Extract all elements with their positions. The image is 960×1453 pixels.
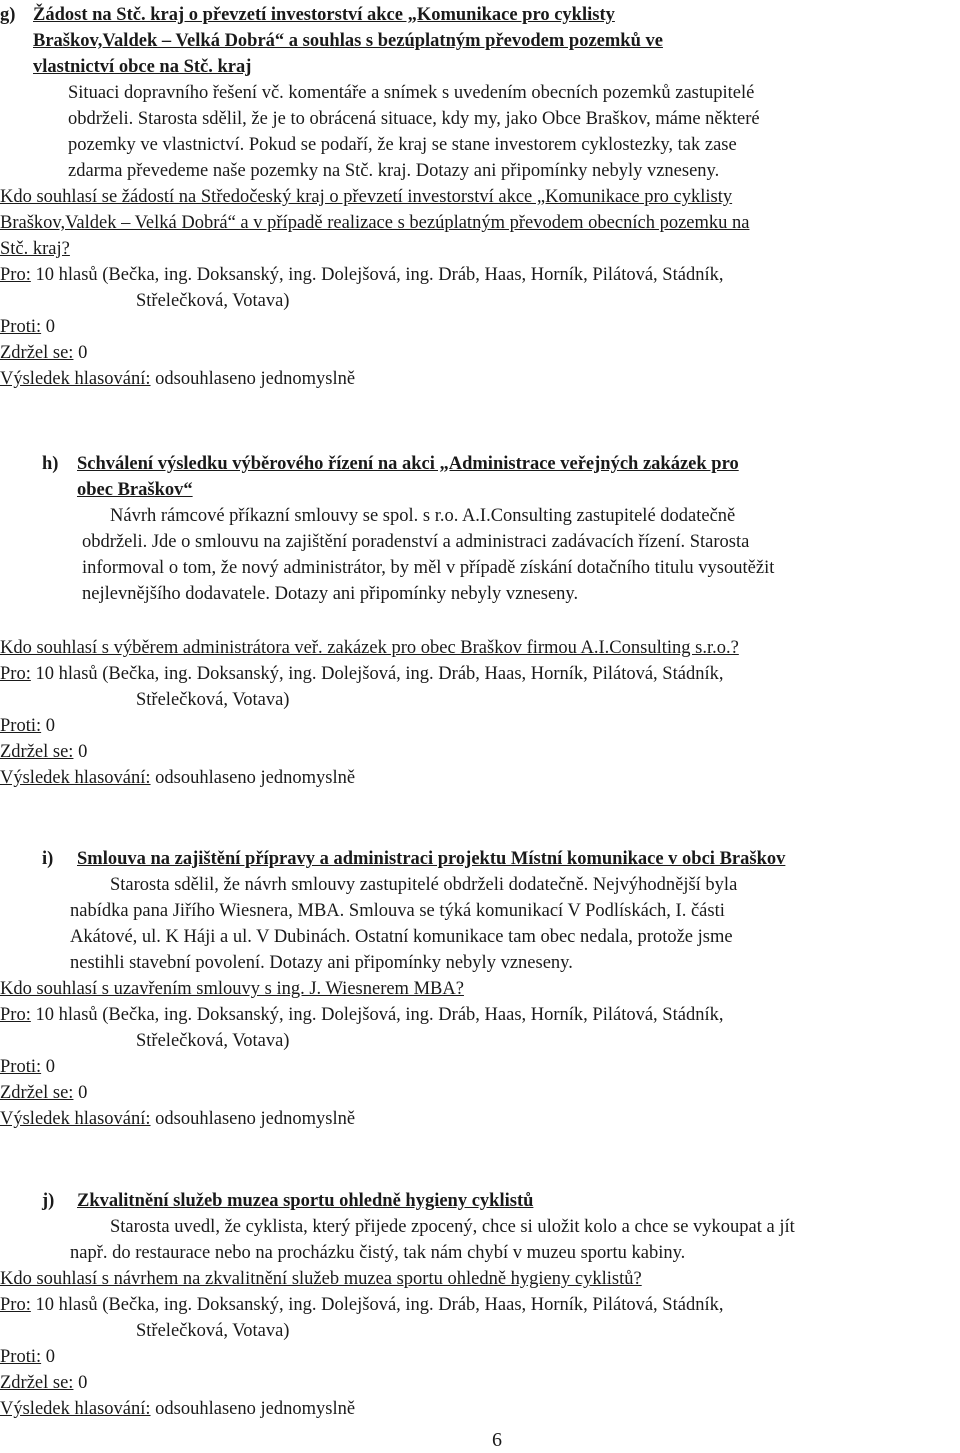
paragraph-line: Akátové, ul. K Háji a ul. V Dubinách. Ostatní komunikace tam obec nedala, protože jsme	[70, 927, 733, 947]
zdrzel-label: Zdržel se:	[0, 343, 74, 363]
result-label: Výsledek hlasování:	[0, 369, 151, 389]
vote-question: Kdo souhlasí s výběrem administrátora veř. zakázek pro obec Braškov firmou A.I.Consulting s.r.o.?	[0, 638, 739, 658]
section-j	[0, 1188, 958, 1422]
vote-question: Kdo souhlasí s uzavřením smlouvy s ing. J. Wiesnerem MBA?	[0, 979, 464, 999]
section-letter: i)	[42, 849, 54, 869]
section-title: Žádost na Stč. kraj o převzetí investorství akce „Komunikace pro cyklisty	[33, 5, 615, 25]
section-j-heading	[0, 1188, 958, 1214]
pro-value: 10 hlasů (Bečka, ing. Doksanský, ing. Dolejšová, ing. Dráb, Haas, Horník, Pilátová, Stádník,	[30, 1295, 724, 1315]
paragraph-line: pozemky ve vlastnictví. Pokud se podaří, že kraj se stane investorem cyklostezky, tak zase	[68, 135, 737, 155]
section-i-heading	[0, 846, 958, 872]
section-i	[0, 846, 958, 1132]
pro-value: 10 hlasů (Bečka, ing. Doksanský, ing. Dolejšová, ing. Dráb, Haas, Horník, Pilátová, Stádník,	[30, 265, 724, 285]
section-g-heading	[0, 2, 958, 28]
section-g-heading-cont2	[0, 54, 958, 80]
section-title: Smlouva na zajištění přípravy a administraci projektu Místní komunikace v obci Braškov	[77, 849, 786, 869]
section-letter: h)	[42, 454, 59, 474]
paragraph-line: obdrželi. Jde o smlouvu na zajištění poradenství a administraci zadávacích řízení. Starosta	[82, 532, 750, 552]
pro-value: 10 hlasů (Bečka, ing. Doksanský, ing. Dolejšová, ing. Dráb, Haas, Horník, Pilátová, Stádník,	[30, 1005, 724, 1025]
proti-label: Proti:	[0, 1057, 42, 1077]
paragraph-line: např. do restaurace nebo na procházku čistý, tak nám chybí v muzeu sportu kabiny.	[70, 1243, 686, 1263]
paragraph-line: Situaci dopravního řešení vč. komentáře a snímek s uvedením obecních pozemků zastupitelé	[68, 83, 755, 103]
proti-label: Proti:	[0, 716, 42, 736]
section-h-heading	[0, 451, 958, 477]
section-g-heading-cont	[0, 28, 958, 54]
section-title-line2: Braškov,Valdek – Velká Dobrá“ a souhlas s bezúplatným převodem pozemků ve	[33, 31, 663, 51]
proti-label: Proti:	[0, 1347, 42, 1367]
zdrzel-label: Zdržel se:	[0, 742, 74, 762]
vote-result	[0, 1396, 958, 1422]
paragraph-line: Starosta uvedl, že cyklista, který přijede zpocený, chce si uložit kolo a chce se vykoupat a jít	[110, 1217, 795, 1237]
pro-label: Pro:	[0, 1005, 31, 1025]
paragraph-line: zdarma převedeme naše pozemky na Stč. kraj. Dotazy ani připomínky nebyly vzneseny.	[68, 161, 720, 181]
vote-pro	[0, 661, 958, 687]
vote-proti	[0, 713, 958, 739]
result-value: odsouhlaseno jednomyslně	[150, 369, 356, 389]
result-label: Výsledek hlasování:	[0, 1399, 151, 1419]
vote-question: Kdo souhlasí s návrhem na zkvalitnění služeb muzea sportu ohledně hygieny cyklistů?	[0, 1269, 642, 1289]
vote-question: Kdo souhlasí se žádostí na Středočeský kraj o převzetí investorství akce „Komunikace pro cyklisty	[0, 187, 733, 207]
vote-question-line3: Stč. kraj?	[0, 239, 70, 259]
paragraph-line: nejlevnějšího dodavatele. Dotazy ani připomínky nebyly vzneseny.	[82, 584, 579, 604]
result-label: Výsledek hlasování:	[0, 1109, 151, 1129]
result-label: Výsledek hlasování:	[0, 768, 151, 788]
zdrzel-value: 0	[73, 742, 88, 762]
pro-label: Pro:	[0, 1295, 31, 1315]
section-h	[0, 451, 958, 791]
vote-result	[0, 1106, 958, 1132]
vote-pro	[0, 262, 958, 288]
zdrzel-value: 0	[73, 343, 88, 363]
section-h-heading-cont	[0, 477, 958, 503]
paragraph-line: obdrželi. Starosta sdělil, že je to obrácená situace, kdy my, jako Obce Braškov, máme některé	[68, 109, 760, 129]
section-title-line3: vlastnictví obce na Stč. kraj	[33, 57, 252, 77]
pro-value-cont: Střelečková, Votava)	[136, 1031, 290, 1051]
section-letter: g)	[0, 5, 16, 25]
proti-label: Proti:	[0, 317, 42, 337]
vote-proti	[0, 1054, 958, 1080]
section-title-line2: obec Braškov“	[77, 480, 193, 500]
section-title: Zkvalitnění služeb muzea sportu ohledně hygieny cyklistů	[77, 1191, 534, 1211]
vote-pro	[0, 1292, 958, 1318]
paragraph-line: nabídka pana Jiřího Wiesnera, MBA. Smlouva se týká komunikací V Podlískách, I. části	[70, 901, 725, 921]
vote-question-line2: Braškov,Valdek – Velká Dobrá“ a v případě realizace s bezúplatným převodem obecních pozemku na	[0, 213, 750, 233]
zdrzel-value: 0	[73, 1373, 88, 1393]
pro-label: Pro:	[0, 664, 31, 684]
paragraph-line: Návrh rámcové příkazní smlouvy se spol. s r.o. A.I.Consulting zastupitelé dodatečně	[110, 506, 736, 526]
proti-value: 0	[41, 317, 55, 337]
vote-zdrzel	[0, 340, 958, 366]
vote-proti	[0, 314, 958, 340]
vote-result	[0, 366, 958, 392]
section-letter: j)	[42, 1191, 55, 1211]
vote-zdrzel	[0, 739, 958, 765]
zdrzel-label: Zdržel se:	[0, 1373, 74, 1393]
paragraph-line: nestihli stavební povolení. Dotazy ani připomínky nebyly vzneseny.	[70, 953, 573, 973]
proti-value: 0	[41, 716, 55, 736]
result-value: odsouhlaseno jednomyslně	[150, 1109, 356, 1129]
pro-value: 10 hlasů (Bečka, ing. Doksanský, ing. Dolejšová, ing. Dráb, Haas, Horník, Pilátová, Stádník,	[30, 664, 724, 684]
vote-zdrzel	[0, 1080, 958, 1106]
section-title: Schválení výsledku výběrového řízení na akci „Administrace veřejných zakázek pro	[77, 454, 739, 474]
pro-value-cont: Střelečková, Votava)	[136, 291, 290, 311]
zdrzel-label: Zdržel se:	[0, 1083, 74, 1103]
zdrzel-value: 0	[73, 1083, 88, 1103]
paragraph-line: informoval o tom, že nový administrátor, by měl v případě získání dotačního titulu vysoutěžit	[82, 558, 775, 578]
spacer	[0, 607, 958, 635]
vote-result	[0, 765, 958, 791]
result-value: odsouhlaseno jednomyslně	[150, 1399, 356, 1419]
proti-value: 0	[41, 1347, 55, 1367]
section-g	[0, 2, 958, 392]
vote-zdrzel	[0, 1370, 958, 1396]
vote-proti	[0, 1344, 958, 1370]
paragraph-line: Starosta sdělil, že návrh smlouvy zastupitelé obdrželi dodatečně. Nejvýhodnější byla	[110, 875, 738, 895]
result-value: odsouhlaseno jednomyslně	[150, 768, 356, 788]
pro-value-cont: Střelečková, Votava)	[136, 690, 290, 710]
vote-pro	[0, 1002, 958, 1028]
proti-value: 0	[41, 1057, 55, 1077]
pro-value-cont: Střelečková, Votava)	[136, 1321, 290, 1341]
pro-label: Pro:	[0, 265, 31, 285]
page-number: 6	[492, 1429, 502, 1451]
